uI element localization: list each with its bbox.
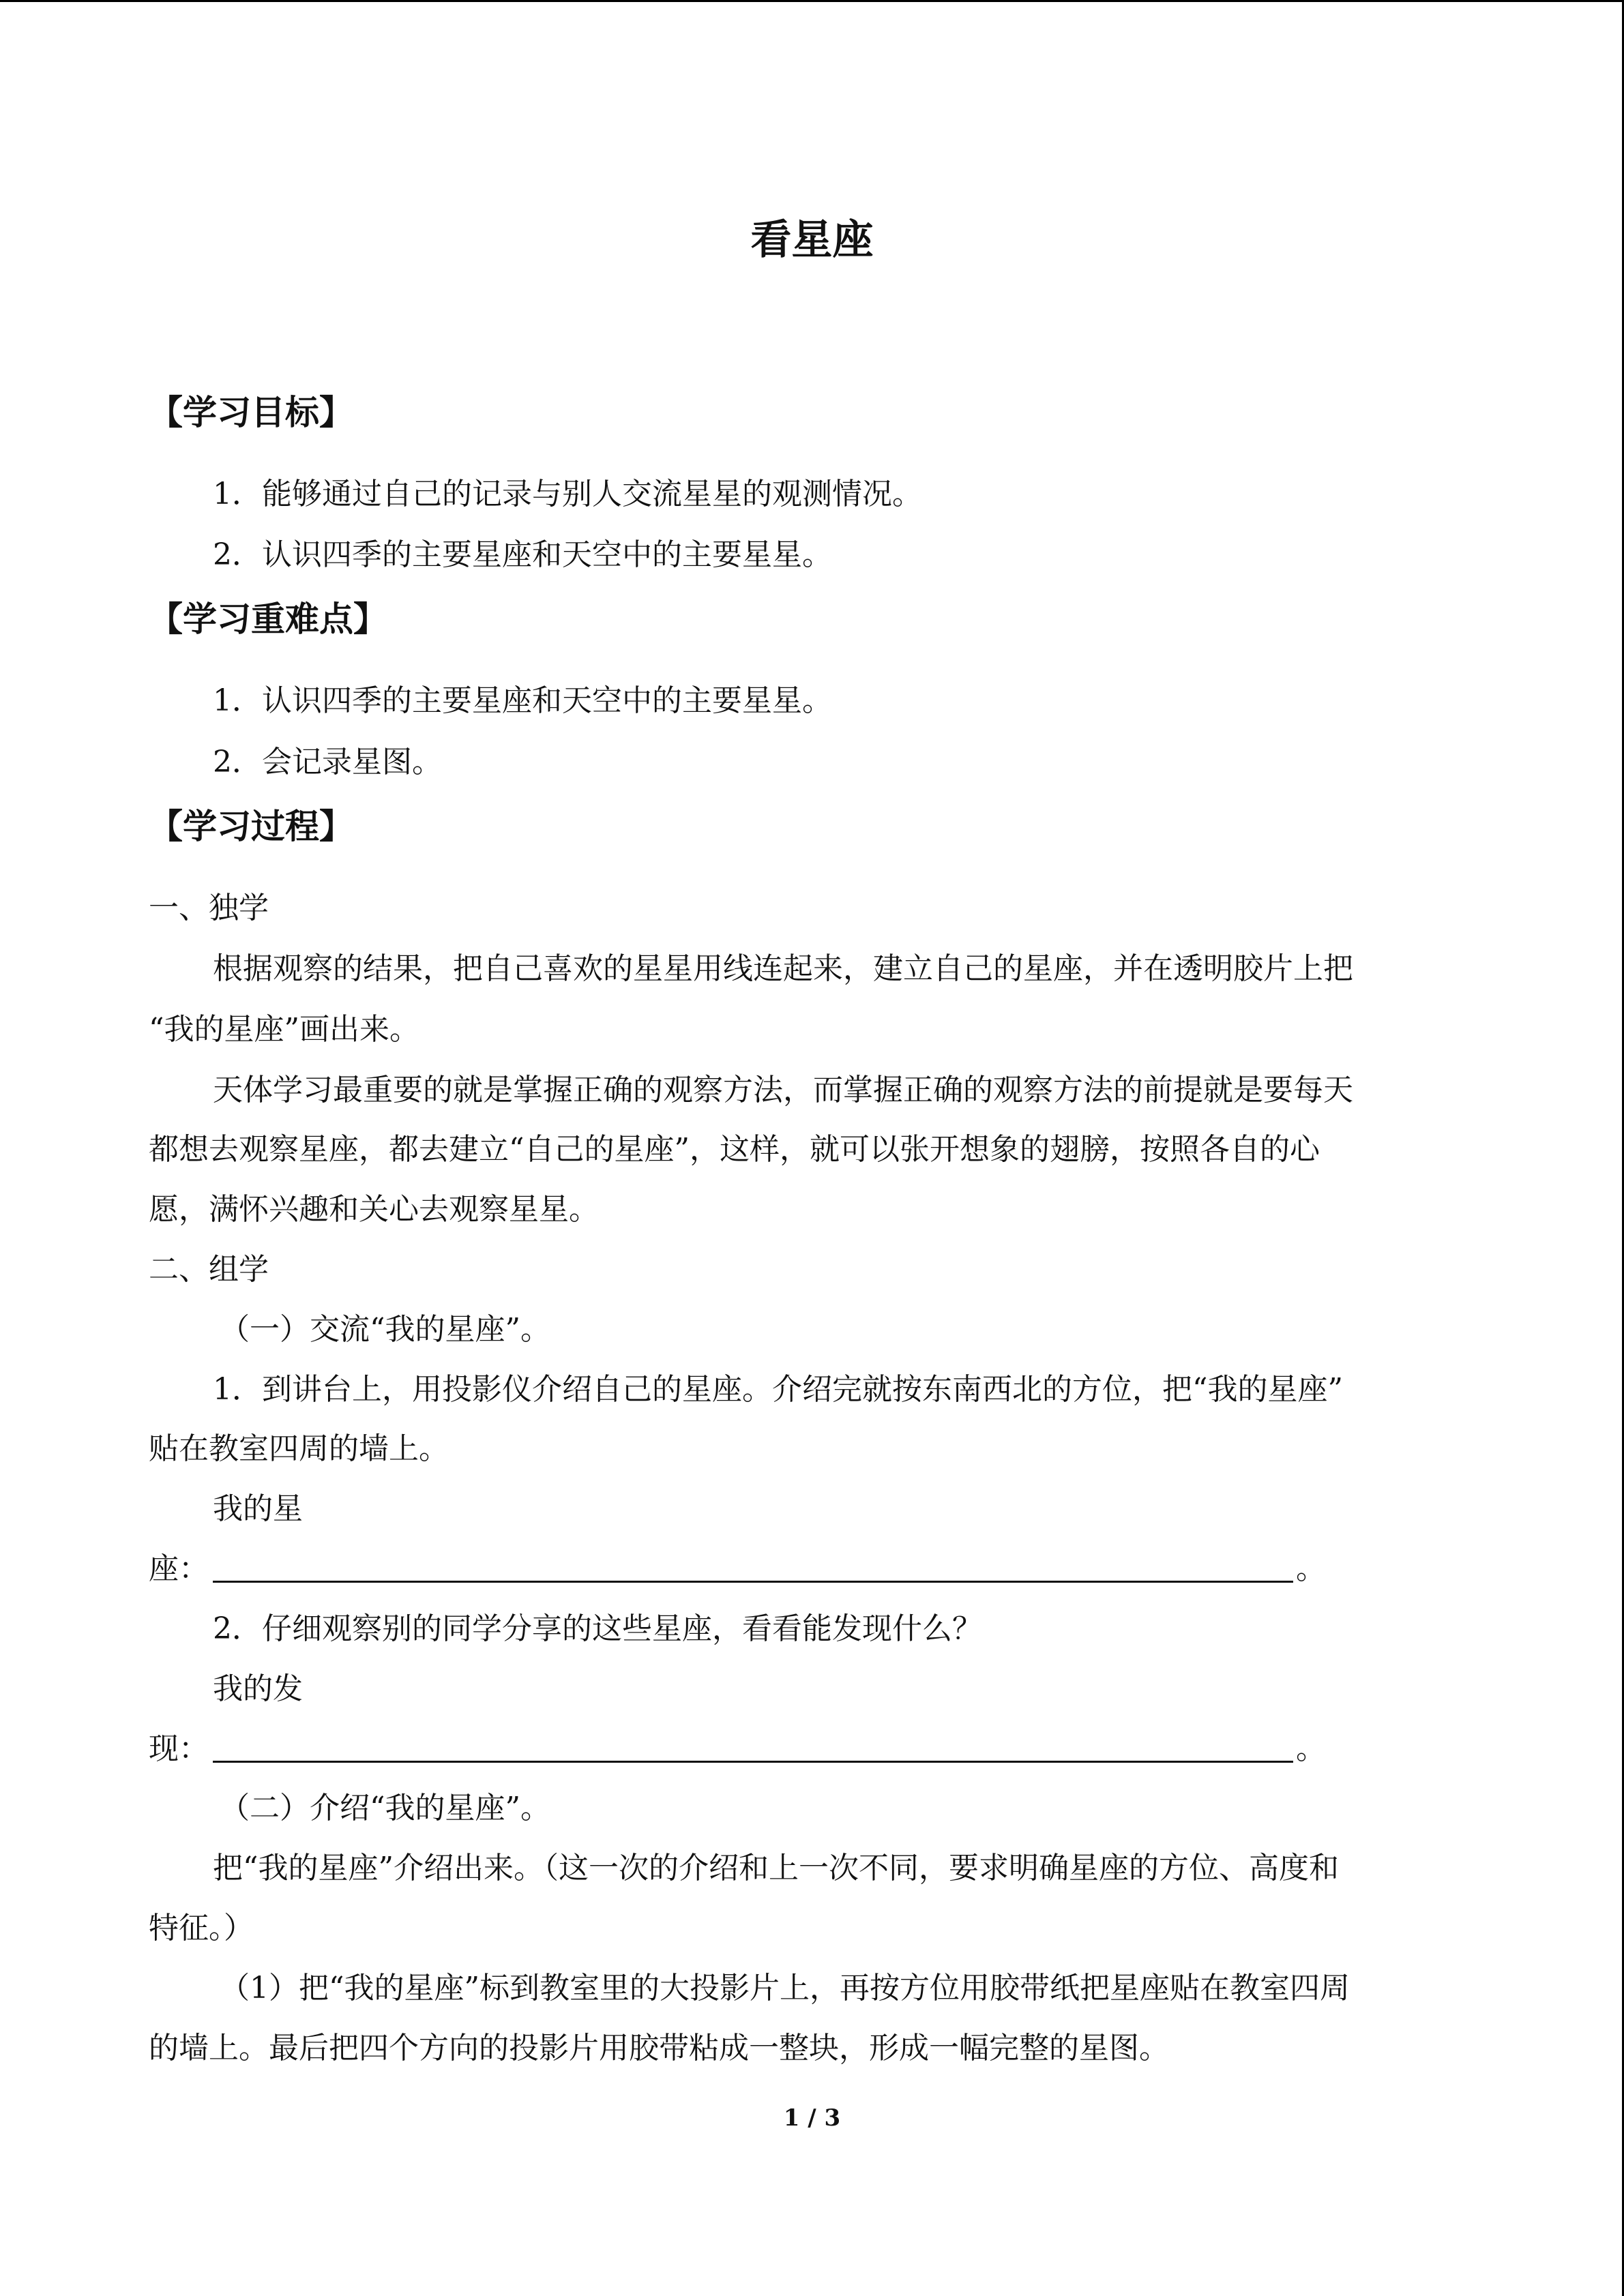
- heading-learning-process: 【学习过程】: [149, 807, 353, 846]
- paragraph-line: 特征。）: [149, 1911, 254, 1945]
- key-point-item: 1．认识四季的主要星座和天空中的主要星星。: [213, 683, 832, 718]
- paragraph-line: 2．仔细观察别的同学分享的这些星座，看看能发现什么？: [213, 1611, 982, 1646]
- fill-label: 座：: [149, 1551, 209, 1586]
- paragraph-line: 都想去观察星座，都去建立“自己的星座”，这样，就可以张开想象的翅膀，按照各自的心: [149, 1132, 1320, 1167]
- page-number: 1 / 3: [783, 2104, 841, 2132]
- paragraph-line: 把“我的星座”介绍出来。（这一次的介绍和上一次不同，要求明确星座的方位、高度和: [213, 1851, 1339, 1885]
- part1-title: 一、独学: [149, 891, 269, 925]
- key-point-item: 2．会记录星图。: [213, 745, 442, 779]
- heading-learning-goals: 【学习目标】: [149, 393, 353, 432]
- paragraph-line: 的墙上。最后把四个方向的投影片用胶带粘成一整块，形成一幅完整的星图。: [149, 2031, 1169, 2066]
- part2-title: 二、组学: [149, 1252, 269, 1287]
- goal-item: 1．能够通过自己的记录与别人交流星星的观测情况。: [213, 477, 922, 511]
- heading-key-points: 【学习重难点】: [149, 599, 387, 639]
- paragraph-line: 贴在教室四周的墙上。: [149, 1431, 449, 1466]
- goal-item: 2．认识四季的主要星座和天空中的主要星星。: [213, 537, 832, 572]
- subsection-title: （二）介绍“我的星座”。: [220, 1791, 550, 1825]
- paragraph-line: 愿，满怀兴趣和关心去观察星星。: [149, 1192, 599, 1227]
- page-title: 看星座: [750, 216, 874, 264]
- fill-label: 我的发: [213, 1671, 303, 1706]
- paragraph-line: “我的星座”画出来。: [149, 1012, 419, 1047]
- paragraph-line: 根据观察的结果，把自己喜欢的星星用线连起来，建立自己的星座，并在透明胶片上把: [213, 951, 1353, 986]
- paragraph-line: （1）把“我的星座”标到教室里的大投影片上，再按方位用胶带纸把星座贴在教室四周: [220, 1971, 1350, 2006]
- fill-end-mark: 。: [1296, 1731, 1326, 1766]
- subsection-title: （一）交流“我的星座”。: [220, 1312, 550, 1347]
- paragraph-line: 1．到讲台上，用投影仪介绍自己的星座。介绍完就按东南西北的方位，把“我的星座”: [213, 1372, 1343, 1407]
- discovery-answer-line[interactable]: [213, 1761, 1293, 1763]
- paragraph-line: 天体学习最重要的就是掌握正确的观察方法，而掌握正确的观察方法的前提就是要每天: [213, 1073, 1353, 1107]
- fill-label: 现：: [149, 1731, 209, 1766]
- fill-end-mark: 。: [1296, 1551, 1326, 1586]
- fill-label: 我的星: [213, 1491, 303, 1526]
- constellation-answer-line[interactable]: [213, 1581, 1293, 1583]
